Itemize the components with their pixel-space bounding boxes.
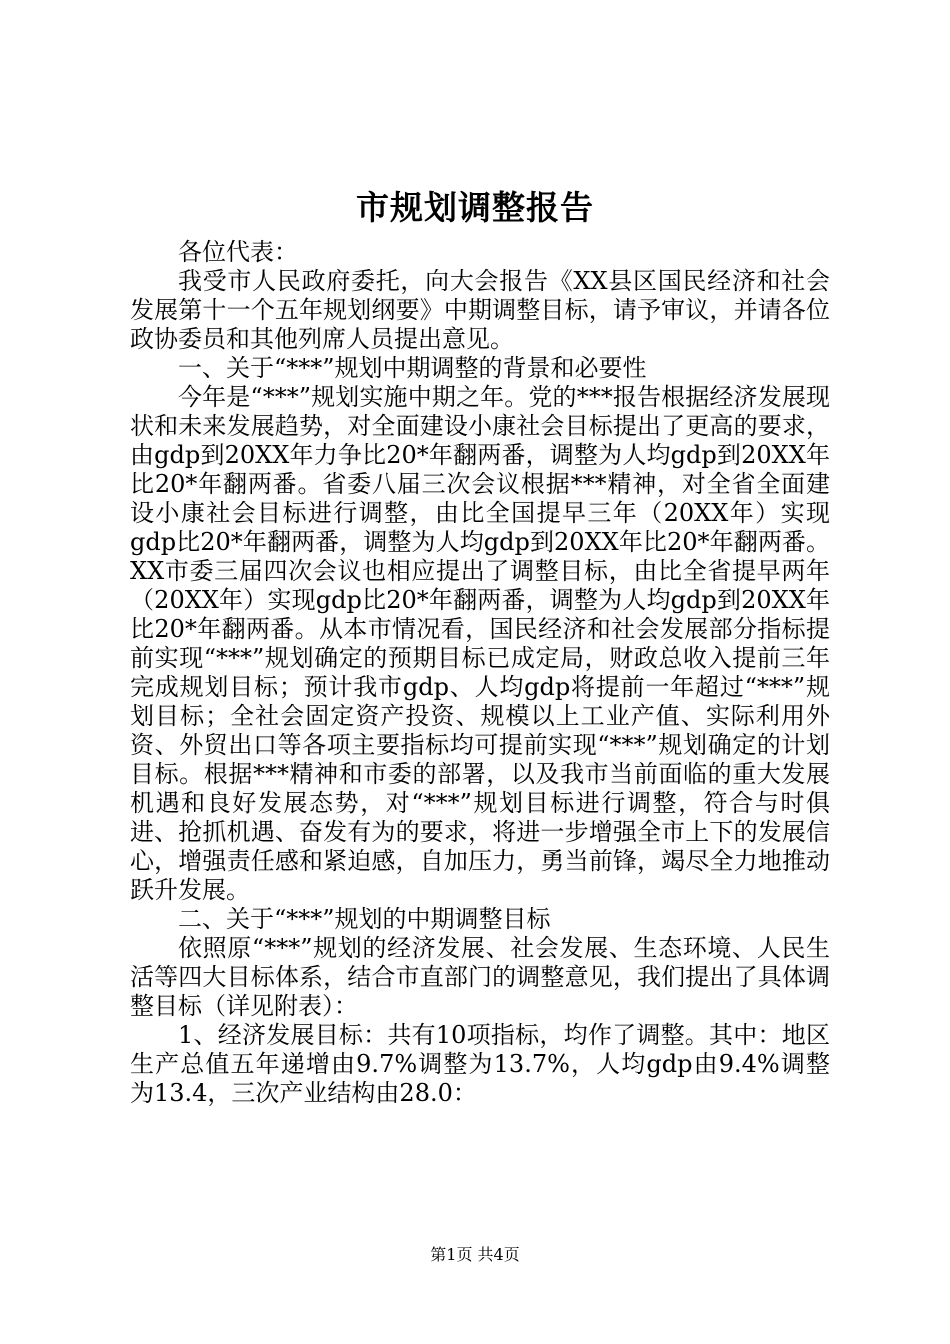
- document-title: 市规划调整报告: [356, 188, 594, 227]
- section-heading-2: 二、关于“***”规划的中期调整目标: [178, 905, 551, 933]
- background-paragraph: 今年是“***”规划实施中期之年。党的***报告根据经济发展现状和未来发展趋势，对全面建设小康社会目标提出了更高的要求，由gdp到20XX年力争比20*年翻两番，调整为人均gdp到20XX年比20*年翻两番。省委八届三次会议根据***精神，对全省全面建设小康社会目标进行调整，由比全国提早三年（20XX年）实现gdp比20*年翻两番，调整为人均gdp到20XX年比20*年翻两番。XX市委三届四次会议也相应提出了调整目标，由比全省提早两年（20XX年）实现gdp比20*年翻两番，调整为人均gdp到20XX年比20*年翻两番。从本市情况看，国民经济和社会发展部分指标提前实现“***”规划确定的预期目标已成定局，财政总收入提前三年完成规划目标；预计我市gdp、人均gdp将提前一年超过“***”规划目标；全社会固定资产投资、规模以上工业产值、实际利用外资、外贸出口等各项主要指标均可提前实现“***”规划确定的计划目标。根据***精神和市委的部署，以及我市当前面临的重大发展机遇和良好发展态势，对“***”规划目标进行调整，符合与时俱进、抢抓机遇、奋发有为的要求，将进一步增强全市上下的发展信心，增强责任感和紧迫感，自加压力，勇当前锋，竭尽全力地推动跃升发展。: [130, 383, 830, 904]
- targets-intro-paragraph: 依照原“***”规划的经济发展、社会发展、生态环境、人民生活等四大目标体系，结合市直部门的调整意见，我们提出了具体调整目标（详见附表）：: [130, 934, 830, 1020]
- economic-targets-paragraph: 1、经济发展目标：共有10项指标，均作了调整。其中：地区生产总值五年递增由9.7%调整为13.7%，人均gdp由9.4%调整为13.4，三次产业结构由28.0：: [130, 1021, 830, 1107]
- page-footer: 第1页 共4页: [430, 1245, 520, 1264]
- salutation: 各位代表：: [178, 238, 298, 266]
- document-body: [130, 238, 830, 1108]
- section-heading-1: 一、关于“***”规划中期调整的背景和必要性: [178, 354, 647, 382]
- intro-paragraph: 我受市人民政府委托，向大会报告《XX县区国民经济和社会发展第十一个五年规划纲要》中期调整目标，请予审议，并请各位政协委员和其他列席人员提出意见。: [130, 267, 830, 353]
